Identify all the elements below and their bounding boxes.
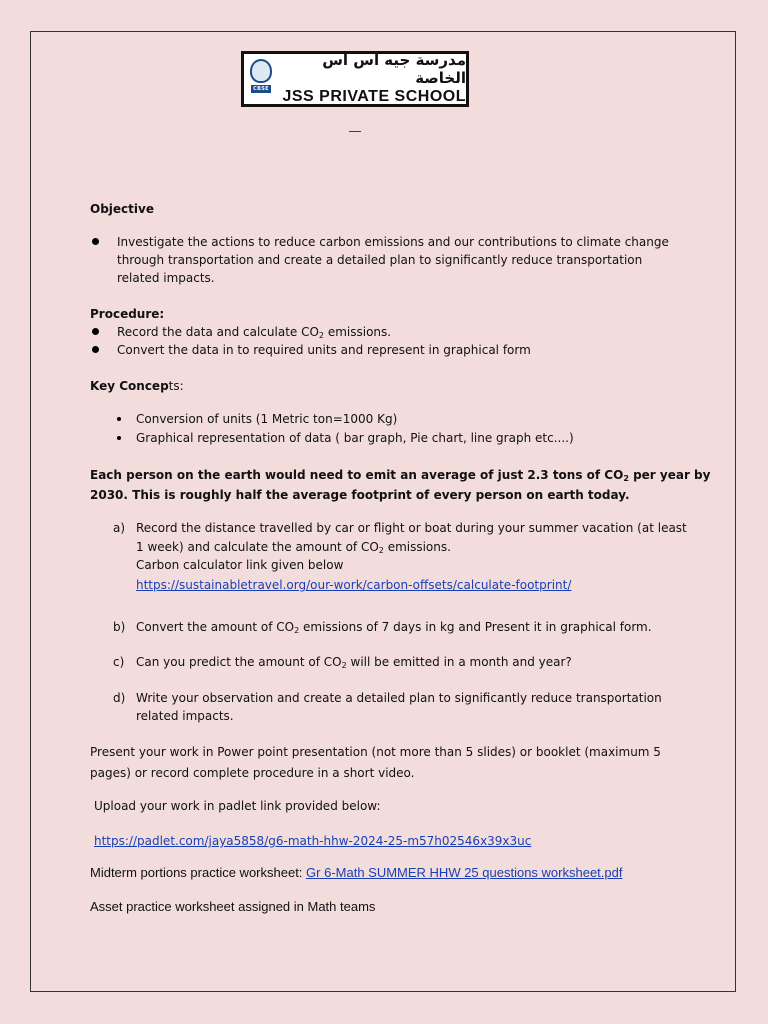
task-d-line-1: Write your observation and create a detailed plan to significantly reduce transportation [136, 691, 662, 705]
task-b-text: Convert the amount of $CO_2$ emissions of 7 days in kg and Present it in graphical form. [136, 620, 652, 635]
task-a-line-3: Carbon calculator link given below [136, 558, 344, 572]
statement-line-1: Each person on the earth would need to emit an average of just 2.3 tons of $CO_2$ per year by [90, 468, 711, 483]
bullet-icon [92, 328, 99, 335]
key-concepts-heading: Key Concepts: [90, 379, 184, 393]
task-c-text: Can you predict the amount of $CO_2$ will be emitted in a month and year? [136, 655, 572, 670]
objective-line-1: Investigate the actions to reduce carbon emissions and our contributions to climate change [117, 235, 669, 249]
task-b-marker: b) [113, 620, 126, 634]
carbon-calculator-link[interactable]: https://sustainabletravel.org/our-work/carbon-offsets/calculate-footprint/ [136, 578, 572, 592]
school-logo [241, 51, 469, 107]
upload-text: Upload your work in padlet link provided below: [94, 799, 381, 813]
worksheet-link[interactable]: Gr 6-Math SUMMER HHW 25 questions worksheet.pdf [306, 865, 623, 880]
crest-icon: CBSE [249, 59, 273, 99]
padlet-link[interactable]: https://padlet.com/jaya5858/g6-math-hhw-2024-25-m57h02546x39x3uc [94, 834, 532, 848]
procedure-item-2: Convert the data in to required units and represent in graphical form [117, 343, 531, 357]
objective-line-3: related impacts. [117, 271, 215, 285]
task-d-marker: d) [113, 691, 126, 705]
key-concept-1: Conversion of units (1 Metric ton=1000 Kg) [136, 412, 398, 426]
link-underline[interactable] [349, 131, 361, 132]
present-line-2: pages) or record complete procedure in a short video. [90, 766, 415, 780]
bullet-icon [92, 346, 99, 353]
midterm-line [90, 864, 622, 882]
objective-line-2: through transportation and create a detailed plan to significantly reduce transportation [117, 253, 643, 267]
task-c-marker: c) [113, 655, 125, 669]
task-a-marker: a) [113, 521, 126, 535]
key-concept-2: Graphical representation of data ( bar graph, Pie chart, line graph etc....) [136, 431, 574, 445]
logo-arabic-name: مدرسة جيه اس اس الخاصة [322, 51, 466, 87]
procedure-item-1: Record the data and calculate $CO_2$ emissions. [117, 325, 392, 340]
midterm-label: Midterm portions practice worksheet: [90, 865, 307, 880]
procedure-heading: Procedure: [90, 307, 165, 321]
bullet-icon [117, 436, 121, 440]
task-a-line-1: Record the distance travelled by car or flight or boat during your summer vacation (at least [136, 521, 687, 535]
task-d-line-2: related impacts. [136, 709, 234, 723]
bullet-icon [117, 417, 121, 421]
present-line-1: Present your work in Power point presentation (not more than 5 slides) or booklet (maximum 5 [90, 745, 661, 759]
objective-heading: Objective [90, 202, 154, 216]
bullet-icon [92, 238, 99, 245]
task-a-line-2: 1 week) and calculate the amount of $CO_2$ emissions. [136, 540, 451, 555]
asset-text: Asset practice worksheet assigned in Math teams [90, 899, 376, 914]
logo-english-name: JSS PRIVATE SCHOOL [282, 88, 466, 105]
statement-line-2: 2030. This is roughly half the average footprint of every person on earth today. [90, 488, 630, 502]
